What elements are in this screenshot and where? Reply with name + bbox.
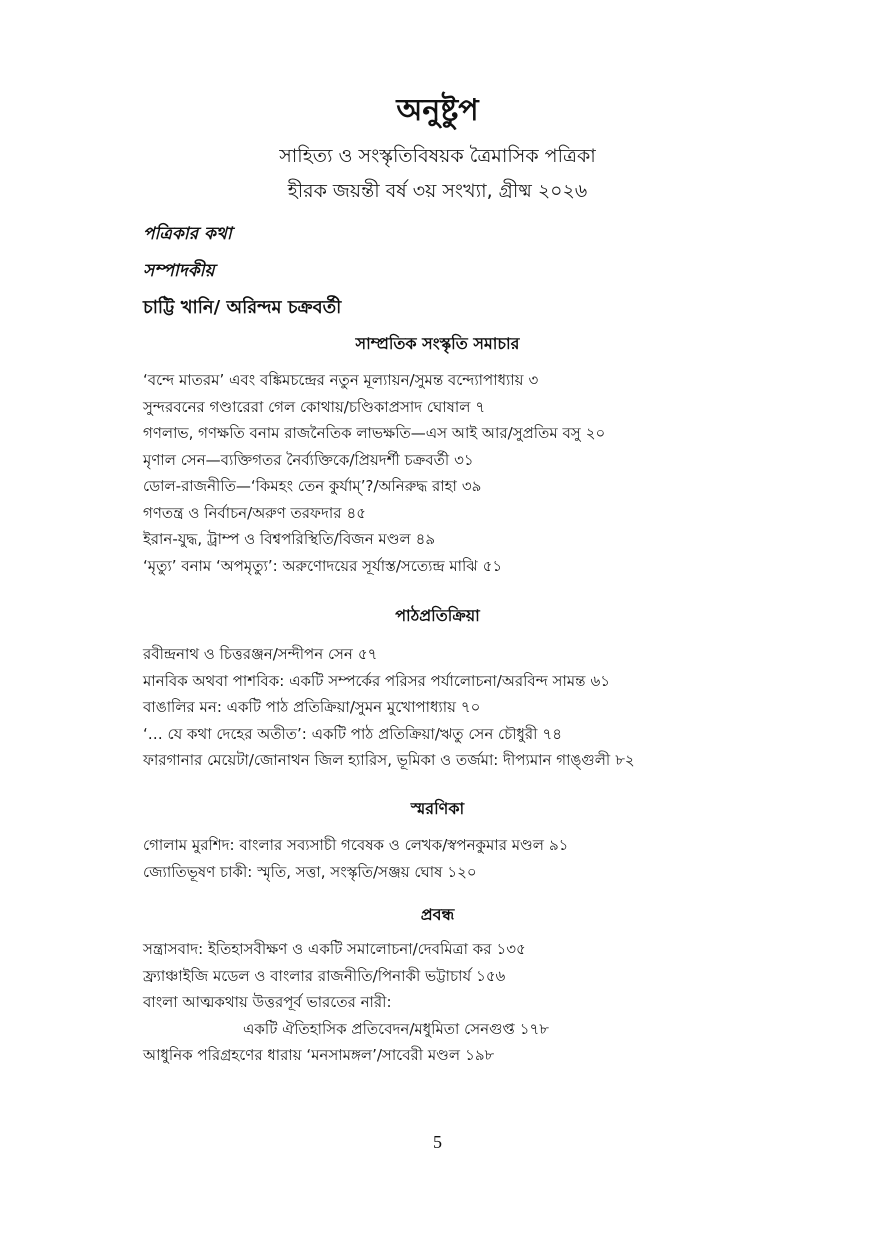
entry-page: ৯১ [548, 836, 569, 854]
toc-entry [143, 641, 783, 668]
toc-entry [143, 668, 783, 695]
entry-page: ৫১ [482, 556, 503, 575]
toc-entry [143, 747, 783, 774]
entry-page: ৫৭ [357, 645, 378, 663]
entry-title: ‘বন্দে মাতরম’ এবং বঙ্কিমচন্দ্রের নতুন মূল্যায়ন/সুমন্ত বন্দ্যোপাধ্যায় [143, 371, 524, 389]
issue-info: হীরক জয়ন্তী বর্ষ ৩য় সংখ্যা, গ্রীষ্ম ২০২৬ [287, 180, 588, 202]
toc-entry [143, 989, 783, 1016]
entry-title: বাঙালির মন: একটি পাঠ প্রতিক্রিয়া/সুমন মুখোপাধ্যায় [143, 698, 456, 716]
journal-subtitle: সাহিত্য ও সংস্কৃতিবিষয়ক ত্রৈমাসিক পত্রিকা [279, 145, 596, 167]
entry-page: ৩৯ [461, 477, 482, 495]
entry-page: ৩ [528, 371, 539, 389]
toc-entry [143, 694, 783, 721]
toc-entry [143, 473, 783, 500]
toc-entry [143, 859, 783, 886]
entry-page: ১৩৫ [496, 940, 526, 958]
entry-title: জ্যোতিভূষণ চাকী: স্মৃতি, সত্তা, সংস্কৃতি/সঞ্জয় ঘোষ [143, 862, 443, 881]
front-matter-column: চাট্টি খানি/ অরিন্দম চক্রবর্তী [143, 297, 342, 318]
section-entries-samprotik [143, 367, 783, 579]
section-heading-smaranika: স্মরণিকা [410, 799, 465, 818]
entry-title: মৃণাল সেন—ব্যক্তিগতর নৈর্ব্যক্তিকে/প্রিয়দর্শী চক্রবর্তী [143, 450, 450, 469]
toc-entry [143, 394, 783, 421]
toc-entry [143, 526, 783, 553]
entry-page: ৪৫ [346, 503, 366, 522]
entry-page: ৭০ [460, 698, 481, 716]
entry-page: ৮২ [615, 751, 635, 769]
section-heading-prabandha: প্রবন্ধ [420, 905, 455, 924]
section-entries-smaranika [143, 832, 783, 885]
entry-page: ১২০ [447, 862, 477, 881]
entry-page: ১৫৬ [476, 966, 506, 985]
toc-entry [143, 367, 783, 394]
entry-title: ফ্র্যাঞ্চাইজি মডেল ও বাংলার রাজনীতি/পিনাকী ভট্টাচার্য [143, 966, 472, 985]
front-matter-patrikar-katha: পত্রিকার কথা [143, 224, 232, 244]
entry-page: ৭ [475, 397, 486, 416]
toc-entry [143, 447, 783, 474]
entry-title: একটি ঐতিহাসিক প্রতিবেদন/মধুমিতা সেনগুপ্ত [243, 1019, 515, 1038]
section-entries-prabandha [143, 936, 783, 1069]
toc-entry-continuation [143, 1016, 783, 1043]
entry-title: ফারগানার মেয়েটা/জোনাথন জিল হ্যারিস, ভূমিকা ও তর্জমা: দীপ্যমান গাঙ্গুলী [143, 751, 611, 769]
journal-title: অনুষ্টুপ [396, 93, 479, 128]
page-number: 5 [433, 1132, 442, 1152]
entry-title: ডোল-রাজনীতি—‘কিমহং তেন কুর্যাম্’?/অনিরুদ্ধ রাহা [143, 477, 457, 495]
toc-entry [143, 553, 783, 580]
entry-title: ইরান-যুদ্ধ, ট্রাম্প ও বিশ্বপরিস্থিতি/বিজন মণ্ডল [143, 530, 411, 548]
toc-entry [143, 832, 783, 859]
entry-title: গোলাম মুরশিদ: বাংলার সব্যসাচী গবেষক ও লেখক/স্বপনকুমার মণ্ডল [143, 836, 544, 854]
toc-entry [143, 1042, 783, 1069]
entry-page: ২০ [585, 424, 606, 442]
entry-page: ৭৪ [542, 724, 562, 743]
section-heading-pathpratikriya: পাঠপ্রতিক্রিয়া [395, 606, 480, 625]
toc-entry [143, 963, 783, 990]
entry-page: ৬১ [590, 671, 610, 690]
toc-entry [143, 500, 783, 527]
entry-page: ১৯৮ [465, 1046, 495, 1064]
entry-title: ‘মৃত্যু’ বনাম ‘অপমৃত্যু’: অরুণোদয়ের সূর্যাস্ত/সত্যেন্দ্র মাঝি [143, 556, 478, 575]
entry-title: মানবিক অথবা পাশবিক: একটি সম্পর্কের পরিসর পর্যালোচনা/অরবিন্দ সামন্ত [143, 671, 586, 690]
entry-page: ৩১ [454, 450, 474, 469]
entry-title: গণলাভ, গণক্ষতি বনাম রাজনৈতিক লাভক্ষতি—এস আই আর/সুপ্রতিম বসু [143, 424, 581, 442]
section-entries-pathpratikriya [143, 641, 783, 774]
toc-entry [143, 936, 783, 963]
entry-page: ১৭৮ [519, 1019, 549, 1038]
entry-page: ৪৯ [415, 530, 436, 548]
entry-title: গণতন্ত্র ও নির্বাচন/অরুণ তরফদার [143, 503, 342, 522]
toc-entry [143, 721, 783, 748]
entry-title: রবীন্দ্রনাথ ও চিত্তরঞ্জন/সন্দীপন সেন [143, 645, 353, 663]
entry-title: সুন্দরবনের গণ্ডারেরা গেল কোথায়/চণ্ডিকাপ্রসাদ ঘোষাল [143, 397, 471, 416]
toc-entry [143, 420, 783, 447]
entry-title: ‘… যে কথা দেহের অতীত’: একটি পাঠ প্রতিক্রিয়া/ঋতু সেন চৌধুরী [143, 724, 538, 743]
front-matter-editorial: সম্পাদকীয় [143, 261, 215, 281]
entry-title: বাংলা আত্মকথায় উত্তরপূর্ব ভারতের নারী: [143, 993, 392, 1011]
section-heading-samprotik: সাম্প্রতিক সংস্কৃতি সমাচার [355, 334, 520, 353]
entry-title: সন্ত্রাসবাদ: ইতিহাসবীক্ষণ ও একটি সমালোচনা/দেবমিত্রা কর [143, 940, 492, 958]
entry-title: আধুনিক পরিগ্রহণের ধারায় ‘মনসামঙ্গল’/সাবেরী মণ্ডল [143, 1046, 461, 1064]
